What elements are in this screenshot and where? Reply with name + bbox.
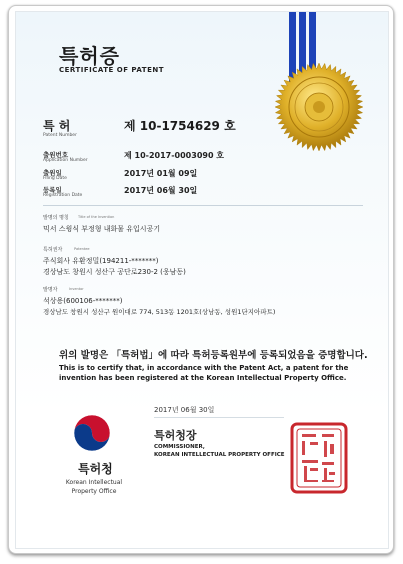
inventor-name: 석상용(600106-*******)	[43, 297, 123, 305]
filing-date-value: 2017년 01월 09일	[124, 169, 198, 178]
patentee-name: 주식회사 유환정밀(194211-*******)	[43, 257, 159, 265]
invention-label-en: Title of the Invention	[78, 215, 115, 219]
commissioner-en-2: KOREAN INTELLECTUAL PROPERTY OFFICE	[154, 452, 285, 458]
commissioner-title: 특허청장	[154, 429, 197, 442]
invention-title: 믹서 스윙식 부정형 내화물 유입시공기	[43, 225, 161, 233]
certificate-title-en: CERTIFICATE OF PATENT	[59, 66, 164, 74]
divider	[154, 417, 284, 418]
registration-date-value: 2017년 06월 30일	[124, 186, 198, 195]
issue-date: 2017년 06월 30일	[154, 406, 215, 414]
inventor-address: 경상남도 창원시 성산구 원이대로 774, 513동 1201호(상남동, 성원1단지아파트)	[43, 308, 276, 316]
application-number-label-en: Application Number	[43, 158, 88, 163]
certificate-paper	[15, 11, 389, 549]
patentee-label-en: Patentee	[74, 247, 90, 251]
gold-seal-icon	[274, 62, 364, 152]
inventor-label: 발명자	[43, 287, 58, 293]
patent-number-label-en: Patent Number	[43, 133, 77, 138]
registration-date-label: 등록일	[43, 186, 62, 194]
application-number-label: 출원번호	[43, 151, 69, 159]
certification-statement-ko: 위의 발명은 「특허법」에 따라 특허등록원부에 등록되었음을 증명합니다.	[59, 350, 368, 361]
certification-statement-en: This is to certify that, in accordance with the Patent Act, a patent for the invention has been registered at the Korean Intellectual Property Office.	[59, 364, 349, 382]
office-name-ko: 특허청	[78, 462, 113, 476]
invention-label: 발명의 명칭	[43, 215, 69, 221]
filing-date-label-en: Filing Date	[43, 176, 67, 181]
application-number-value: 제 10-2017-0003090 호	[124, 151, 225, 160]
kipo-taegeuk-logo-icon	[71, 412, 113, 454]
patentee-label: 특허권자	[43, 247, 63, 253]
commissioner-en-1: COMMISSIONER,	[154, 444, 205, 450]
patent-number-value: 제 10-1754629 호	[124, 119, 236, 133]
registration-date-label-en: Registration Date	[43, 193, 83, 198]
filing-date-label: 출원일	[43, 169, 62, 177]
divider	[43, 205, 363, 206]
certificate-frame	[8, 5, 394, 554]
official-seal-stamp-icon	[290, 422, 348, 494]
office-name-en: Korean Intellectual Property Office	[65, 479, 123, 495]
certificate-title: 특허증	[59, 44, 120, 68]
inventor-label-en: Inventor	[69, 287, 84, 291]
patentee-address: 경상남도 창원시 성산구 공단로230-2 (웅남동)	[43, 268, 186, 276]
patent-number-label: 특 허	[43, 119, 71, 133]
